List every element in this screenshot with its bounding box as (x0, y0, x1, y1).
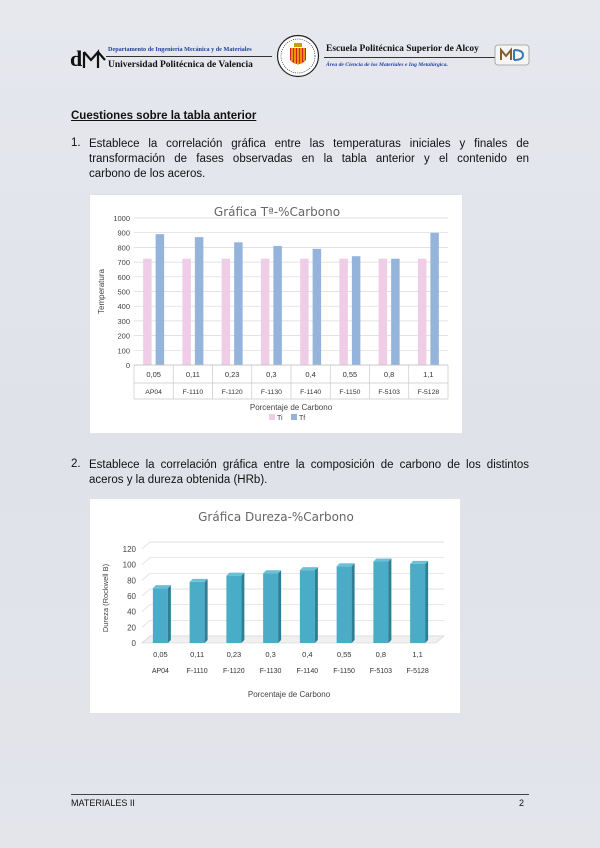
bar (300, 570, 315, 643)
x-tick-label: 0,3 (265, 650, 276, 659)
x-tick-label: 0,8 (383, 370, 395, 379)
department-name: Departamento de Ingeniería Mecánica y de Materiales (108, 46, 252, 53)
gridline (142, 542, 444, 549)
y-axis-label: Temperatura (97, 269, 106, 314)
question-1-line: transformación de fases observadas en la tabla anterior y el contenido en (89, 152, 529, 165)
x-tick-label: 0,11 (190, 650, 205, 659)
bar-top (300, 567, 318, 570)
y-tick-label: 120 (122, 545, 136, 554)
y-tick-label: 400 (117, 302, 130, 312)
bar (226, 576, 241, 643)
question-1-number: 1. (71, 137, 81, 149)
section-title: Cuestiones sobre la tabla anterior (71, 110, 257, 122)
bar-tf (352, 256, 361, 365)
y-tick-label: 500 (117, 287, 130, 297)
bar-ti (222, 259, 231, 365)
bar-tf (195, 237, 204, 365)
x-tick-label: 0,4 (302, 650, 313, 659)
x-tick-label: 0,05 (153, 650, 168, 659)
x-tick-label: 0,55 (342, 370, 358, 379)
question-2-line: aceros y la dureza obtenida (HRb). (89, 473, 268, 486)
bar-tf (313, 249, 322, 365)
x-group-label: F-5128 (417, 389, 440, 396)
x-axis-label: Porcentaje de Carbono (247, 690, 331, 699)
bar-top (410, 561, 428, 564)
legend-label: Ti (277, 415, 283, 422)
bar-ti (143, 259, 152, 365)
bar-side (278, 570, 281, 643)
x-group-label: F-1130 (260, 389, 282, 396)
university-seal-logo (276, 34, 320, 78)
bar-side (388, 559, 391, 643)
y-tick-label: 1000 (113, 214, 130, 223)
x-tick-label: 1,1 (423, 370, 434, 379)
chart-title: Gráfica Tª-%Carbono (213, 205, 341, 219)
x-axis-label: Porcentaje de Carbono (249, 403, 333, 412)
y-axis-label: Dureza (Rockwell B) (101, 563, 110, 633)
bar-ti (418, 259, 427, 365)
bar-ti (182, 259, 191, 365)
chart-hardness (90, 499, 462, 715)
bar-tf (391, 259, 400, 365)
bar-top (226, 573, 244, 576)
legend-label: Tf (299, 415, 306, 422)
question-2-line: Establece la correlación gráfica entre la composición de carbono de los distintos (89, 459, 529, 471)
y-tick-label: 60 (127, 592, 136, 601)
x-group-label: AP04 (145, 389, 162, 396)
question-1-text (89, 137, 529, 181)
bar-side (425, 561, 428, 643)
bar (190, 582, 205, 643)
x-tick-label: 1,1 (412, 650, 423, 659)
chart-floor (142, 636, 444, 643)
y-tick-label: 900 (117, 228, 130, 238)
question-1-line: carbono de los aceros. (89, 167, 206, 180)
bar-top (263, 570, 281, 573)
x-tick-label: 0,11 (185, 370, 200, 379)
bar (153, 588, 168, 643)
x-group-label: AP04 (151, 668, 169, 675)
legend-swatch (291, 414, 297, 420)
bar (337, 566, 352, 643)
chart-temperature (90, 195, 464, 435)
bar-top (153, 585, 171, 588)
y-tick-label: 600 (117, 272, 130, 282)
question-2-number: 2. (71, 458, 81, 470)
y-tick-label: 300 (117, 316, 130, 326)
y-tick-label: 80 (127, 576, 136, 586)
bar-tf (273, 246, 282, 365)
chart-title: Gráfica Dureza-%Carbono (198, 510, 354, 524)
area-name: Área de Ciencia de los Materiales e Ing Metalúrgica. (326, 62, 448, 68)
university-name: Universidad Politécnica de Valencia (108, 60, 253, 70)
gridline (142, 605, 444, 612)
gridline (142, 620, 444, 627)
chart-temperature-panel (89, 194, 463, 434)
footer-course: MATERIALES II (71, 798, 135, 808)
bar (263, 573, 278, 643)
bar-tf (430, 233, 439, 365)
bar-side (168, 585, 171, 643)
x-group-label: F-5128 (406, 668, 429, 675)
x-tick-label: 0,23 (224, 370, 240, 379)
bar-side (241, 573, 244, 643)
x-tick-label: 0,8 (375, 650, 387, 659)
x-tick-label: 0,23 (226, 650, 242, 659)
dimm-logo (70, 46, 106, 70)
y-tick-label: 40 (127, 607, 136, 617)
y-tick-label: 200 (117, 331, 130, 341)
x-group-label: F-5103 (369, 668, 392, 675)
svg-text:d: d (70, 46, 83, 70)
x-tick-label: 0,05 (146, 370, 161, 379)
header-rule-left (106, 56, 272, 57)
bar-ti (300, 259, 309, 365)
bar-side (205, 579, 208, 643)
x-group-label: F-1110 (186, 668, 208, 675)
question-2-text (89, 458, 529, 488)
footer-rule (71, 794, 529, 795)
x-tick-label: 0,4 (305, 370, 316, 379)
page-number: 2 (519, 798, 525, 808)
bar-ti (339, 259, 348, 365)
bar-ti (261, 259, 270, 365)
bar-ti (379, 259, 388, 365)
y-tick-label: 0 (125, 361, 130, 370)
y-tick-label: 700 (117, 258, 130, 268)
gridline (142, 589, 444, 596)
bar-side (352, 563, 355, 643)
y-tick-label: 0 (131, 639, 136, 648)
bar-tf (234, 242, 243, 365)
bar (373, 562, 388, 643)
bar-top (373, 559, 391, 562)
legend-swatch (269, 414, 275, 420)
gridline (142, 573, 444, 580)
chart-hardness-panel (89, 498, 461, 714)
gridline (142, 558, 444, 565)
x-group-label: F-1150 (339, 389, 361, 396)
x-group-label: F-1120 (221, 389, 243, 396)
y-tick-label: 100 (122, 560, 136, 570)
x-group-label: F-1140 (300, 389, 322, 396)
question-1-line: Establece la correlación gráfica entre las temperaturas iniciales y finales de (89, 138, 529, 150)
x-tick-label: 0,3 (266, 370, 277, 379)
y-tick-label: 20 (127, 623, 136, 633)
x-group-label: F-1150 (333, 668, 355, 675)
x-group-label: F-5103 (378, 389, 400, 396)
x-group-label: F-1110 (182, 389, 204, 396)
y-tick-label: 100 (117, 346, 130, 356)
x-group-label: F-1140 (296, 668, 319, 675)
x-group-label: F-1120 (223, 668, 245, 675)
y-tick-label: 800 (117, 243, 130, 253)
bar (410, 564, 425, 643)
bar-side (315, 567, 318, 643)
bar-tf (156, 234, 165, 365)
x-tick-label: 0,55 (336, 650, 352, 659)
materials-area-logo (494, 44, 530, 66)
x-group-label: F-1130 (259, 668, 282, 675)
bar-top (337, 563, 355, 566)
school-name: Escuela Politécnica Superior de Alcoy (326, 44, 479, 54)
bar-top (190, 579, 208, 582)
